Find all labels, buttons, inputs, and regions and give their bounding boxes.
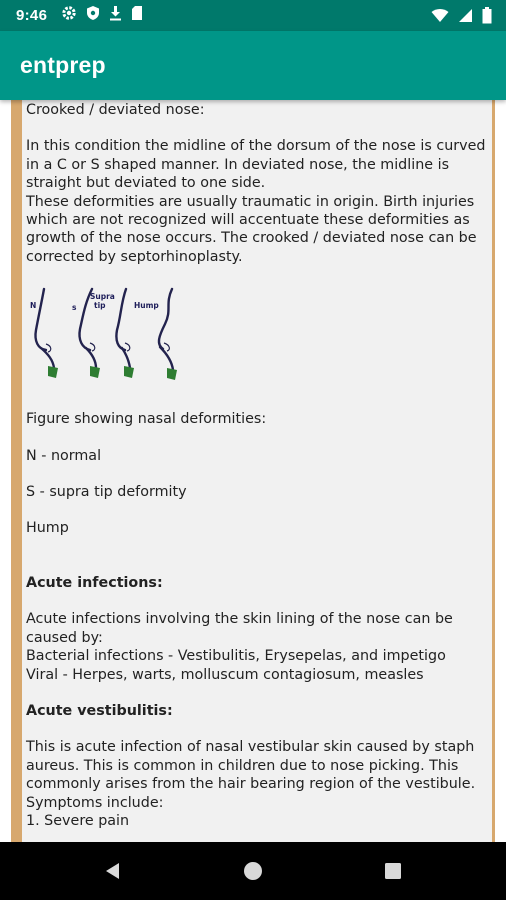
nasal-deformities-diagram [26,286,196,394]
content-frame [11,100,495,842]
paragraph-acute-2: Bacterial infections - Vestibulitis, Erysepelas, and impetigo [26,648,446,665]
home-button[interactable] [223,842,283,900]
system-icons [431,7,492,29]
figure-label-n: N [30,301,37,311]
app-bar [0,31,506,100]
status-time: 9:46 [16,7,48,24]
figure-label-hump: Hump [134,301,159,311]
figure-label-tip: tip [94,301,106,311]
shield-icon [86,5,100,26]
paragraph-crooked-1: In this condition the midline of the dorsum of the nose is curved in a C or S shaped manner. In deviated nose, the midline is straight but deviated to one side. [26,138,486,192]
heading-acute-infections: Acute infections: [26,574,163,591]
paragraph-acute-3: Viral - Herpes, warts, molluscum contagiosum, measles [26,666,424,683]
paragraph-acute-1: Acute infections involving the skin lining of the nose can be caused by: [26,611,453,646]
notification-icons [61,5,143,26]
signal-icon [458,8,473,28]
paragraph-vestibulitis-2: Symptoms include: [26,794,164,811]
content-scroll-area[interactable] [22,100,492,842]
legend-hump: Hump [26,520,69,537]
back-icon [103,861,123,881]
profile-hump [159,289,173,370]
heading-crooked-nose: Crooked / deviated nose: [26,102,205,118]
figure-label-supra: Supra [90,292,115,302]
figure-label-s: s [72,303,77,313]
status-bar [0,0,506,31]
nasal-deformities-figure [26,286,196,394]
paragraph-crooked-2: These deformities are usually traumatic in origin. Birth injuries which are not recognized will accentuate these deformities as growth of the nose occurs. The crooked / deviated nose can be corrected by septorhinoplasty. [26,193,477,265]
app-title: entprep [20,52,106,78]
download-icon [109,5,122,26]
wifi-icon [431,8,449,28]
heading-acute-vestibulitis: Acute vestibulitis: [26,702,173,719]
back-button[interactable] [83,842,143,900]
navigation-bar [0,842,506,900]
figure-caption: Figure showing nasal deformities: [26,411,267,428]
battery-icon [482,7,492,29]
profile-normal [35,289,54,368]
sd-card-icon [131,5,143,26]
paragraph-vestibulitis-3: 1. Severe pain [26,812,130,829]
home-icon [243,861,263,881]
paragraph-vestibulitis-1: This is acute infection of nasal vestibular skin caused by staph aureus. This is common in children due to nose picking. This commonly arises from the hair bearing region of the vestibule. [26,739,476,793]
recents-button[interactable] [363,842,423,900]
legend-normal: N - normal [26,447,102,464]
article-content [26,100,488,830]
legend-supra-tip: S - supra tip deformity [26,484,187,501]
gear-icon [61,5,77,26]
recents-icon [384,862,402,880]
profile-supra-tip-2 [116,289,130,368]
